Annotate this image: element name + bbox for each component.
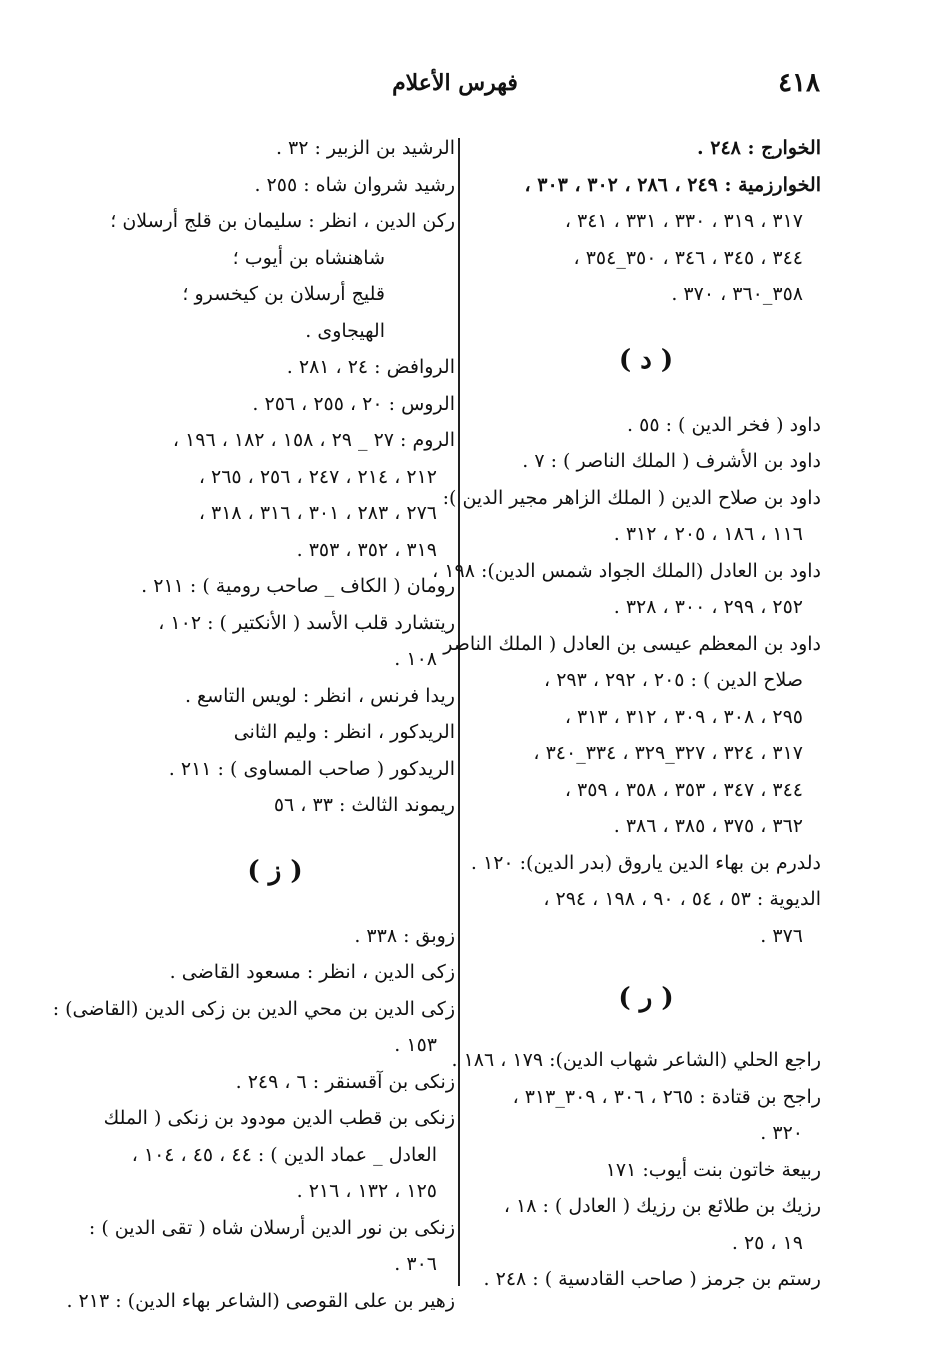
index-entry: الخوارج : ٢٤٨ . [697, 137, 821, 159]
index-entry: داود بن المعظم عيسى بن العادل ( الملك الناصر [443, 632, 821, 655]
section-letter-ra: ( ر ) [618, 983, 674, 1013]
index-entry-continuation: ١٥٣ . [394, 1034, 437, 1056]
index-entry: الروم : ٢٧ _ ٢٩ ، ١٥٨ ، ١٨٢ ، ١٩٦ ، [172, 429, 455, 451]
index-entry: داود بن الأشرف ( الملك الناصر ) : ٧ . [522, 450, 821, 472]
index-entry-continuation: ١٠٨ . [394, 648, 437, 670]
index-entry: زكى الدين ، انظر : مسعود القاضى . [169, 961, 455, 983]
index-entry-continuation: ٢٧٦ ، ٢٨٣ ، ٣٠١ ، ٣١٦ ، ٣١٨ ، [198, 502, 437, 524]
column-divider [458, 138, 460, 1286]
index-entry: الديوية : ٥٣ ، ٥٤ ، ٩٠ ، ١٩٨ ، ٢٩٤ ، [543, 888, 821, 910]
index-entry: الروافض : ٢٤ ، ٢٨١ . [286, 356, 455, 378]
index-entry: رشيد شروان شاه : ٢٥٥ . [254, 173, 455, 196]
index-entry: ريموند الثالث : ٣٣ ، ٥٦ [273, 794, 455, 816]
index-entry: زنكى بن قطب الدين مودود بن زنكى ( الملك [103, 1107, 455, 1129]
index-entry-continuation: ١٩ ، ٢٥ . [731, 1231, 803, 1254]
index-entry-continuation: الهيجاوى . [305, 319, 385, 342]
index-entry: داود بن صلاح الدين ( الملك الزاهر مجير الدين ): [442, 486, 821, 509]
index-entry-continuation: قليج أرسلان بن كيخسرو ؛ [182, 283, 385, 305]
index-entry-continuation: ٣٧٦ . [760, 924, 803, 947]
index-entry: راجح بن قتادة : ٢٦٥ ، ٣٠٦ ، ٣٠٩_٣١٣ ، [512, 1085, 821, 1108]
index-entry: الروس : ٢٠ ، ٢٥٥ ، ٢٥٦ . [252, 392, 455, 415]
index-entry: رزيك بن طلائع بن رزيك ( العادل ) : ١٨ ، [503, 1195, 821, 1217]
index-entry: الخوارزمية : ٢٤٩ ، ٢٨٦ ، ٣٠٢ ، ٣٠٣ ، [524, 173, 821, 196]
section-letter-zay: ( ز ) [247, 855, 303, 886]
index-entry: ركن الدين ، انظر : سليمان بن قلج أرسلان ؛ [110, 210, 455, 232]
index-column-left [52, 130, 455, 1319]
index-entry-continuation: ٣٤٤ ، ٣٤٥ ، ٣٤٦ ، ٣٥٠_٣٥٤ ، [573, 246, 803, 269]
index-column-right [432, 130, 821, 1298]
index-entry-continuation: ١٢٥ ، ١٣٢ ، ٢١٦ . [296, 1180, 437, 1202]
index-entry-continuation: العادل _ عماد الدين ) : ٤٤ ، ٤٥ ، ١٠٤ ، [131, 1143, 437, 1166]
index-entry-continuation: ٣٦٢ ، ٣٧٥ ، ٣٨٥ ، ٣٨٦ . [613, 815, 803, 837]
index-entry: ريتشارد قلب الأسد ( الأنكتير ) : ١٠٢ ، [158, 611, 455, 634]
index-entry-continuation: شاهنشاه بن أيوب ؛ [232, 246, 385, 269]
index-entry: ربيعة خاتون بنت أيوب: ١٧١ [605, 1158, 821, 1181]
index-entry: زهير بن على القوصى (الشاعر بهاء الدين) : ٢١٣ . [66, 1289, 455, 1312]
index-entry: زوبق : ٣٣٨ . [354, 924, 455, 947]
index-entry: رستم بن جرمز ( صاحب القادسية ) : ٢٤٨ . [483, 1268, 821, 1290]
index-entry: الرشيد بن الزبير : ٣٢ . [275, 137, 455, 159]
index-entry-continuation: ٣١٧ ، ٣١٩ ، ٣٣٠ ، ٣٣١ ، ٣٤١ ، [564, 210, 803, 232]
section-letter-dal: ( د ) [618, 344, 674, 375]
index-entry-continuation: ٢٩٥ ، ٣٠٨ ، ٣٠٩ ، ٣١٢ ، ٣١٣ ، [564, 705, 803, 728]
index-entry-continuation: ٢١٢ ، ٢١٤ ، ٢٤٧ ، ٢٥٦ ، ٢٦٥ ، [198, 465, 437, 488]
index-entry: زنكى بن نور الدين أرسلان شاه ( تقى الدين ) : [88, 1216, 455, 1239]
index-entry: دلدرم بن بهاء الدين ياروق (بدر الدين): ١٢٠ . [470, 851, 821, 874]
index-entry: ريدا فرنس ، انظر : لويس التاسع . [184, 684, 455, 707]
index-entry-continuation: ٣٠٦ . [394, 1253, 437, 1275]
index-entry-continuation: ٣١٧ ، ٣٢٤ ، ٣٢٧_٣٢٩ ، ٣٣٤_٣٤٠ ، [533, 742, 803, 764]
index-entry: داود ( فخر الدين ) : ٥٥ . [627, 413, 821, 436]
index-entry: الريدكور ( صاحب المساوى ) : ٢١١ . [168, 757, 455, 780]
index-entry-continuation: ٣١٩ ، ٣٥٢ ، ٣٥٣ . [296, 538, 437, 561]
index-entry-continuation: ٣٤٤ ، ٣٤٧ ، ٣٥٣ ، ٣٥٨ ، ٣٥٩ ، [564, 778, 803, 801]
index-entry-continuation: صلاح الدين ) : ٢٠٥ ، ٢٩٢ ، ٢٩٣ ، [544, 669, 803, 691]
index-entry-continuation: ٣٢٠ . [760, 1122, 803, 1144]
index-entry-continuation: ٢٥٢ ، ٢٩٩ ، ٣٠٠ ، ٣٢٨ . [613, 596, 803, 618]
index-entry: زنكى بن آقسنقر : ٦ ، ٢٤٩ . [235, 1070, 455, 1093]
page-header [90, 68, 820, 108]
page-title: فهرس الأعلام [392, 70, 518, 96]
index-entry: زكى الدين بن محي الدين بن زكى الدين (القاضى) : [52, 997, 455, 1020]
index-entry: رومان ( الكاف _ صاحب رومية ) : ٢١١ . [141, 575, 455, 597]
index-entry: الريدكور ، انظر : وليم الثانى [233, 721, 455, 743]
index-entry: راجع الحلي (الشاعر شهاب الدين): ١٧٩ ، ١٨٦ . [451, 1049, 821, 1071]
index-entry-continuation: ٣٥٨_٣٦٠ ، ٣٧٠ . [671, 283, 803, 305]
index-entry-continuation: ١١٦ ، ١٨٦ ، ٢٠٥ ، ٣١٢ . [613, 523, 803, 545]
page-number: ٤١٨ [778, 68, 820, 98]
index-entry: داود بن العادل (الملك الجواد شمس الدين): ١٩٨ ، [432, 559, 821, 582]
